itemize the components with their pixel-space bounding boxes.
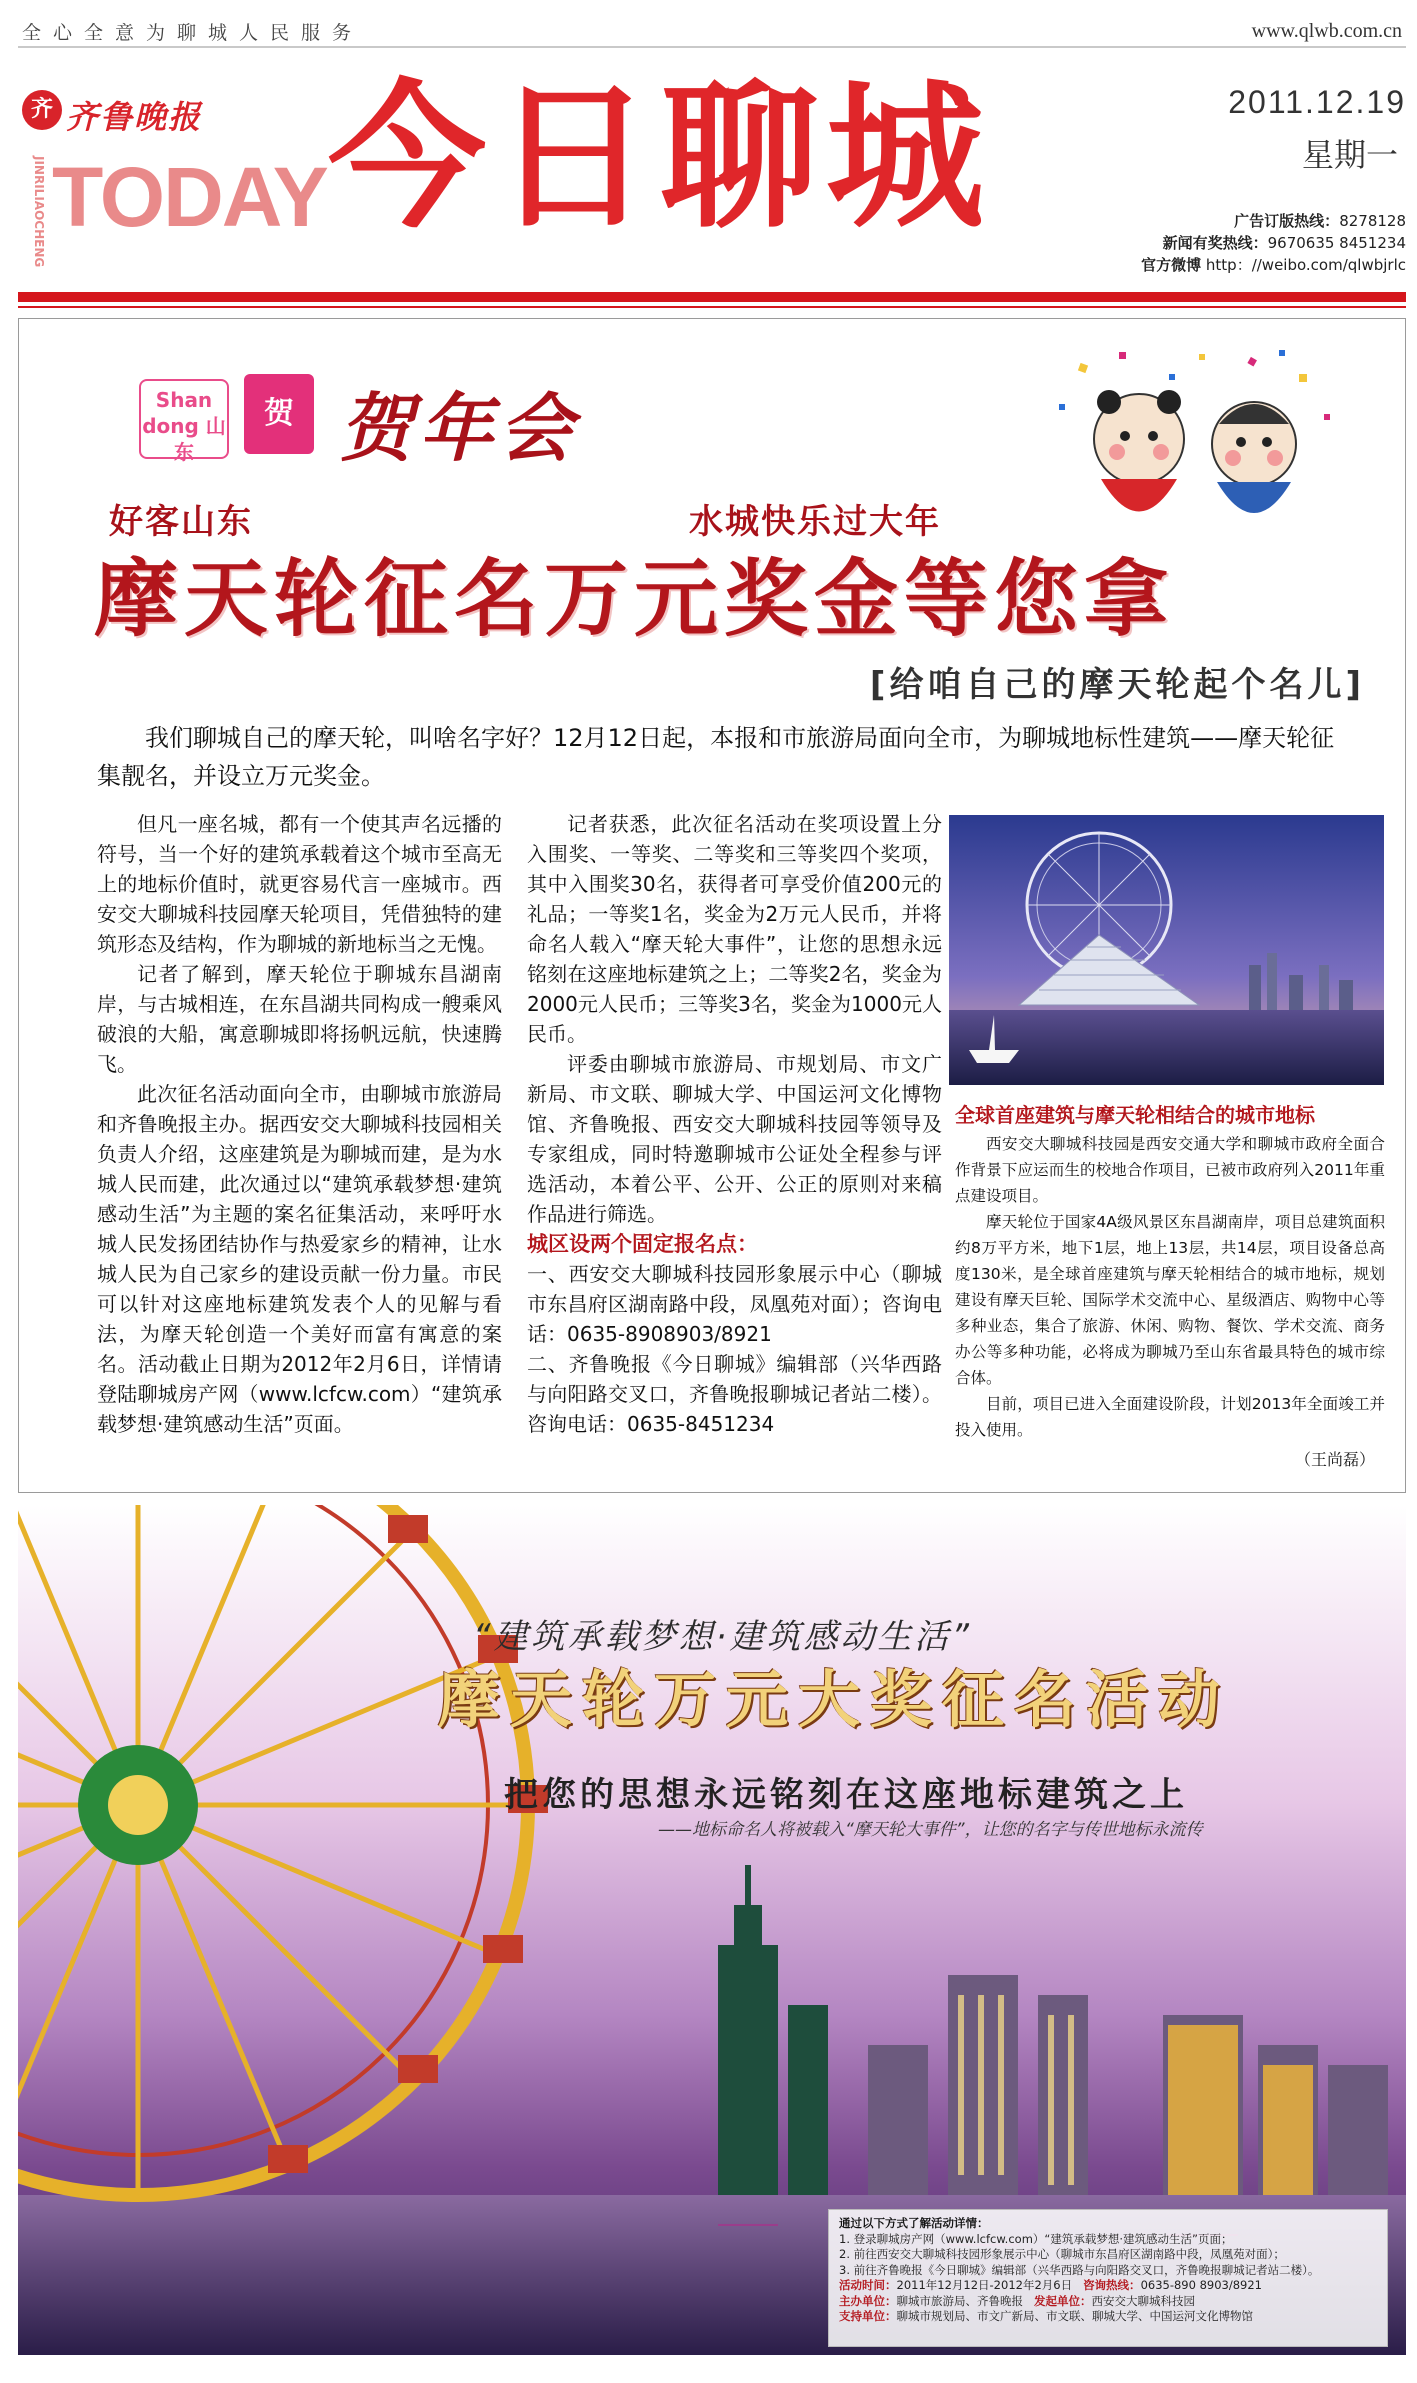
ferris-wheel-building-photo	[949, 815, 1384, 1085]
he-nianhui-calligraphy: 贺年会	[339, 386, 579, 472]
ad-info-time-row: 活动时间：2011年12月12日-2012年2月6日 咨询热线：0635-890 8903/8921	[839, 2278, 1262, 2292]
slogan-water-city: 水城快乐过大年	[689, 502, 941, 542]
ad-info-support-row: 支持单位：聊城市规划局、市文广新局、市文联、聊城大学、中国运河文化博物馆	[839, 2309, 1253, 2323]
paragraph: 评委由聊城市旅游局、市规划局、市文广新局、市文联、聊城大学、中国运河文化博物馆、齐鲁晚报、西安交大聊城科技园等领导及专家组成，同时特邀聊城市公证处全程参与评选活动，本着公平、公开、公正的原则对来稿作品进行筛选。	[527, 1052, 942, 1226]
ad-tagline: 把您的思想永远铭刻在这座地标建筑之上	[504, 1775, 1188, 1815]
weibo-line[interactable]: 官方微博 http：//weibo.com/qlwbjrlc	[1141, 256, 1406, 274]
ad-subtagline: ——地标命名人将被载入“摩天轮大事件”，让您的名字与传世地标永流传	[658, 1820, 1203, 1840]
paragraph: 记者了解到，摩天轮位于聊城东昌湖南岸，与古城相连，在东昌湖共同构成一艘乘风破浪的大船，寓意聊城即将扬帆远航，快速腾飞。	[97, 962, 502, 1076]
ad-info-heading: 通过以下方式了解活动详情：	[839, 2216, 989, 2230]
registration-points-heading: 城区设两个固定报名点：	[527, 1232, 758, 1256]
registration-point: 二、齐鲁晚报《今日聊城》编辑部（兴华西路与向阳路交叉口，齐鲁晚报聊城记者站二楼）。咨询电话：0635-8451234	[527, 1352, 942, 1436]
article-byline: （王尚磊）	[1294, 1450, 1375, 1469]
cartoon-dolls-illustration	[1049, 344, 1349, 544]
paragraph: 此次征名活动面向全市，由聊城市旅游局和齐鲁晚报主办。据西安交大聊城科技园相关负责人介绍，这座建筑是为聊城而建，是为水城人民而建，此次通过以“建筑承载梦想·建筑感动生活”为主题的案名征集活动，来呼吁水城人民发扬团结协作与热爱家乡的精神，让水城人民为自己家乡的建设贡献一份力量。市民可以针对这座地标建筑发表个人的见解与看法，为摩天轮创造一个美好而富有寓意的案名。活动截止日期为2012年2月6日，详情请登陆聊城房产网（www.lcfcw.com）“建筑承载梦想·建筑感动生活”页面。	[97, 1082, 502, 1436]
paragraph: 摩天轮位于国家4A级风景区东昌湖南岸，项目总建筑面积约8万平方米，地下1层，地上13层，共14层，项目设备总高度130米，是全球首座建筑与摩天轮相结合的城市地标，规划建设有摩天巨轮、国际学术交流中心、星级酒店、购物中心等多种业态，集合了旅游、休闲、购物、餐饮、学术交流、商务办公等多种功能，必将成为聊城乃至山东省最具特色的城市综合体。	[955, 1213, 1385, 1387]
news-hotline: 新闻有奖热线：9670635 8451234	[1162, 234, 1406, 252]
article	[18, 318, 1406, 1493]
masthead	[18, 60, 1406, 292]
paragraph: 但凡一座名城，都有一个使其声名远播的符号，当一个好的建筑承载着这个城市至高无上的地标价值时，就更容易代言一座城市。西安交大聊城科技园摩天轮项目，凭借独特的建筑形态及结构，作为聊城的新地标当之无愧。	[97, 812, 502, 956]
ad-quote: “建筑承载梦想·建筑感动生活”	[473, 1617, 973, 1657]
friendly-shandong-logo: Shan dong 山东	[139, 379, 229, 459]
today-logo	[22, 150, 327, 268]
photo-caption: 全球首座建筑与摩天轮相结合的城市地标	[955, 1103, 1315, 1127]
article-subheadline: [给咱自己的摩天轮起个名儿]	[869, 665, 1365, 705]
masthead-title: 今日聊城	[328, 66, 992, 250]
article-column-3	[955, 1131, 1385, 1443]
ad-hotline: 广告订版热线：8278128	[1234, 212, 1406, 230]
registration-point: 一、西安交大聊城科技园形象展示中心（聊城市东昌府区湖南路中段，凤凰苑对面）；咨询电话：0635-8908903/8921	[527, 1262, 942, 1346]
ad-info-line: 1. 登录聊城房产网（www.lcfcw.com）“建筑承载梦想·建筑感动生活”页面；	[839, 2231, 1233, 2246]
article-column-2	[527, 809, 942, 1439]
paragraph: 目前，项目已进入全面建设阶段，计划2013年全面竣工并投入使用。	[955, 1395, 1385, 1439]
logo-emblem-icon: 齐	[22, 90, 62, 130]
article-column-1	[97, 809, 502, 1439]
top-strip	[18, 16, 1406, 48]
ferris-wheel-naming-ad	[18, 1505, 1406, 2355]
article-headline: 摩天轮征名万元奖金等您拿	[94, 549, 1175, 648]
masthead-rule-thin	[18, 306, 1406, 308]
paragraph: 记者获悉，此次征名活动在奖项设置上分入围奖、一等奖、二等奖和三等奖四个奖项，其中入围奖30名，获得者可享受价值200元的礼品；一等奖1名，奖金为2万元人民币，并将命名人载入“摩天轮大事件”，让您的思想永远铭刻在这座地标建筑之上；二等奖2名，奖金为2000元人民币；三等奖3名，奖金为1000元人民币。	[527, 812, 942, 1046]
slogan-hospitable-shandong: 好客山东	[109, 502, 253, 542]
issue-weekday: 星期一	[1301, 136, 1398, 174]
masthead-rule	[18, 292, 1406, 302]
today-text: TODAY	[52, 150, 327, 244]
new-year-banner	[109, 344, 1349, 564]
ad-info-line: 3. 前往齐鲁晚报《今日聊城》编辑部（兴华西路与向阳路交叉口，齐鲁晚报聊城记者站二楼）。	[839, 2262, 1320, 2277]
qilu-evening-news-logo	[22, 90, 262, 136]
paper-motto: 全心全意为聊城人民服务	[22, 22, 364, 44]
today-side-text: JINRILIAOCHENG	[32, 156, 46, 268]
paragraph: 西安交大聊城科技园是西安交通大学和聊城市政府全面合作背景下应运而生的校地合作项目，已被市政府列入2011年重点建设项目。	[955, 1135, 1385, 1205]
paper-name: 齐鲁晚报	[66, 98, 203, 136]
ad-title: 摩天轮万元大奖征名活动	[438, 1663, 1231, 1736]
article-lead: 我们聊城自己的摩天轮，叫啥名字好？12月12日起，本报和市旅游局面向全市，为聊城地标性建筑——摩天轮征集靓名，并设立万元奖金。	[97, 724, 1335, 790]
he-nianhui-badge: 贺	[244, 374, 314, 454]
ad-info-line: 2. 前往西安交大聊城科技园形象展示中心（聊城市东昌府区湖南路中段，凤凰苑对面）；	[839, 2247, 1285, 2261]
issue-date: 2011.12.19	[1228, 84, 1406, 120]
hotlines	[1141, 210, 1406, 276]
ad-info-box	[828, 2209, 1388, 2347]
ad-info-host-row: 主办单位：聊城市旅游局、齐鲁晚报 发起单位：西安交大聊城科技园	[839, 2293, 1195, 2308]
site-url[interactable]: www.qlwb.com.cn	[1251, 20, 1402, 42]
